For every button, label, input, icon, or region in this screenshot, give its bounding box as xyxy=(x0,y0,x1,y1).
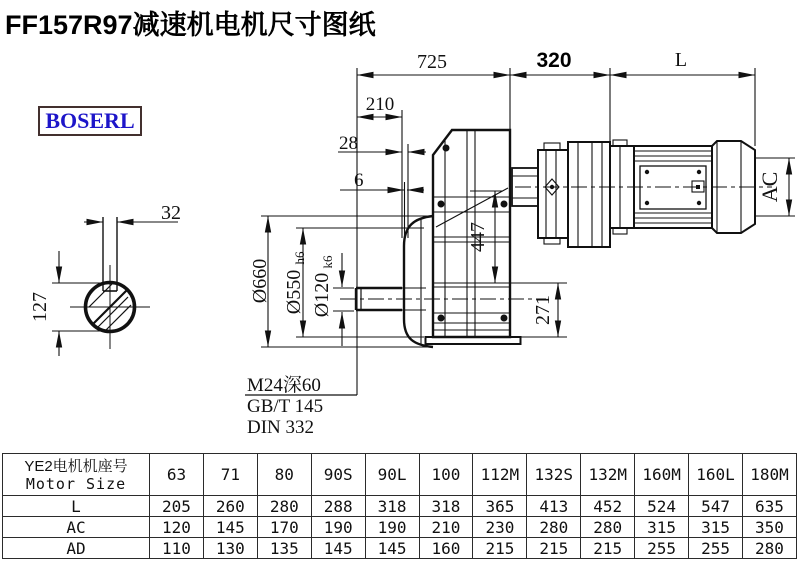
column-header: 100 xyxy=(419,454,473,496)
boserl-logo-text: BOSERL xyxy=(45,108,135,133)
table-cell: 110 xyxy=(150,538,204,559)
page-title: FF157R97减速机电机尺寸图纸 xyxy=(5,10,376,40)
column-header: 132M xyxy=(581,454,635,496)
dim-120: Ø120 xyxy=(311,272,333,318)
table-cell: 255 xyxy=(689,538,743,559)
table-cell: 452 xyxy=(581,496,635,517)
motor-size-table xyxy=(2,453,797,559)
dim-6: 6 xyxy=(354,170,364,191)
table-cell: 135 xyxy=(257,538,311,559)
column-header: 160M xyxy=(635,454,689,496)
table-row xyxy=(3,496,797,517)
table-cell: 255 xyxy=(635,538,689,559)
table-cell: 130 xyxy=(203,538,257,559)
table-cell: 190 xyxy=(311,517,365,538)
dim-L: L xyxy=(674,49,688,71)
table-cell: 145 xyxy=(203,517,257,538)
table-cell: 318 xyxy=(419,496,473,517)
table-cell: 145 xyxy=(365,538,419,559)
column-header: 71 xyxy=(203,454,257,496)
dim-725: 725 xyxy=(417,51,447,73)
column-header: 112M xyxy=(473,454,527,496)
note-gbt: GB/T 145 xyxy=(247,396,324,417)
table-cell: 215 xyxy=(581,538,635,559)
dim-271: 271 xyxy=(532,295,554,325)
table-cell: 315 xyxy=(689,517,743,538)
table-cell: 170 xyxy=(257,517,311,538)
table-cell: 547 xyxy=(689,496,743,517)
column-header: 180M xyxy=(742,454,796,496)
table-cell: 215 xyxy=(473,538,527,559)
column-header: 90L xyxy=(365,454,419,496)
table-cell: 190 xyxy=(365,517,419,538)
table-cell: 215 xyxy=(527,538,581,559)
table-cell: 280 xyxy=(527,517,581,538)
table-header-motor-size xyxy=(3,454,150,496)
table-cell: 315 xyxy=(635,517,689,538)
table-cell: 230 xyxy=(473,517,527,538)
dim-320: 320 xyxy=(536,49,572,72)
dim-447: 447 xyxy=(467,222,489,252)
note-m24: M24深60 xyxy=(247,375,321,396)
table-cell: 280 xyxy=(742,538,796,559)
column-header: 90S xyxy=(311,454,365,496)
table-cell: 288 xyxy=(311,496,365,517)
output-flange-and-shaft xyxy=(340,216,546,347)
left-dimension-stack xyxy=(338,110,426,240)
dim-32: 32 xyxy=(161,202,181,224)
column-header: 63 xyxy=(150,454,204,496)
row-label: L xyxy=(3,496,150,517)
dim-AC: AC xyxy=(757,171,782,203)
dim-550: Ø550 xyxy=(283,269,305,315)
column-header: 132S xyxy=(527,454,581,496)
table-cell: 280 xyxy=(257,496,311,517)
dim-127: 127 xyxy=(29,292,51,322)
motor-size-label-cn: YE2电机机座号 xyxy=(24,457,128,475)
table-cell: 145 xyxy=(311,538,365,559)
table-cell: 524 xyxy=(635,496,689,517)
table-cell: 260 xyxy=(203,496,257,517)
shaft-section-view xyxy=(52,217,178,356)
dim-660: Ø660 xyxy=(249,258,271,304)
table-cell: 205 xyxy=(150,496,204,517)
note-din: DIN 332 xyxy=(247,417,315,438)
column-header: 160L xyxy=(689,454,743,496)
dim-120-tol: k6 xyxy=(320,255,335,269)
dim-210: 210 xyxy=(365,94,395,115)
dim-28: 28 xyxy=(339,133,358,154)
dim-550-tol: h6 xyxy=(292,251,307,265)
table-cell: 318 xyxy=(365,496,419,517)
table-row xyxy=(3,517,797,538)
column-header: 80 xyxy=(257,454,311,496)
table-cell: 160 xyxy=(419,538,473,559)
table-cell: 120 xyxy=(150,517,204,538)
table-row xyxy=(3,538,797,559)
table-cell: 413 xyxy=(527,496,581,517)
row-label: AD xyxy=(3,538,150,559)
row-label: AC xyxy=(3,517,150,538)
table-cell: 280 xyxy=(581,517,635,538)
table-cell: 635 xyxy=(742,496,796,517)
motor-size-label-en: Motor Size xyxy=(25,474,127,493)
table-cell: 210 xyxy=(419,517,473,538)
thread-notes xyxy=(245,374,357,438)
table-cell: 350 xyxy=(742,517,796,538)
motor-assembly xyxy=(512,140,772,247)
table-cell: 365 xyxy=(473,496,527,517)
